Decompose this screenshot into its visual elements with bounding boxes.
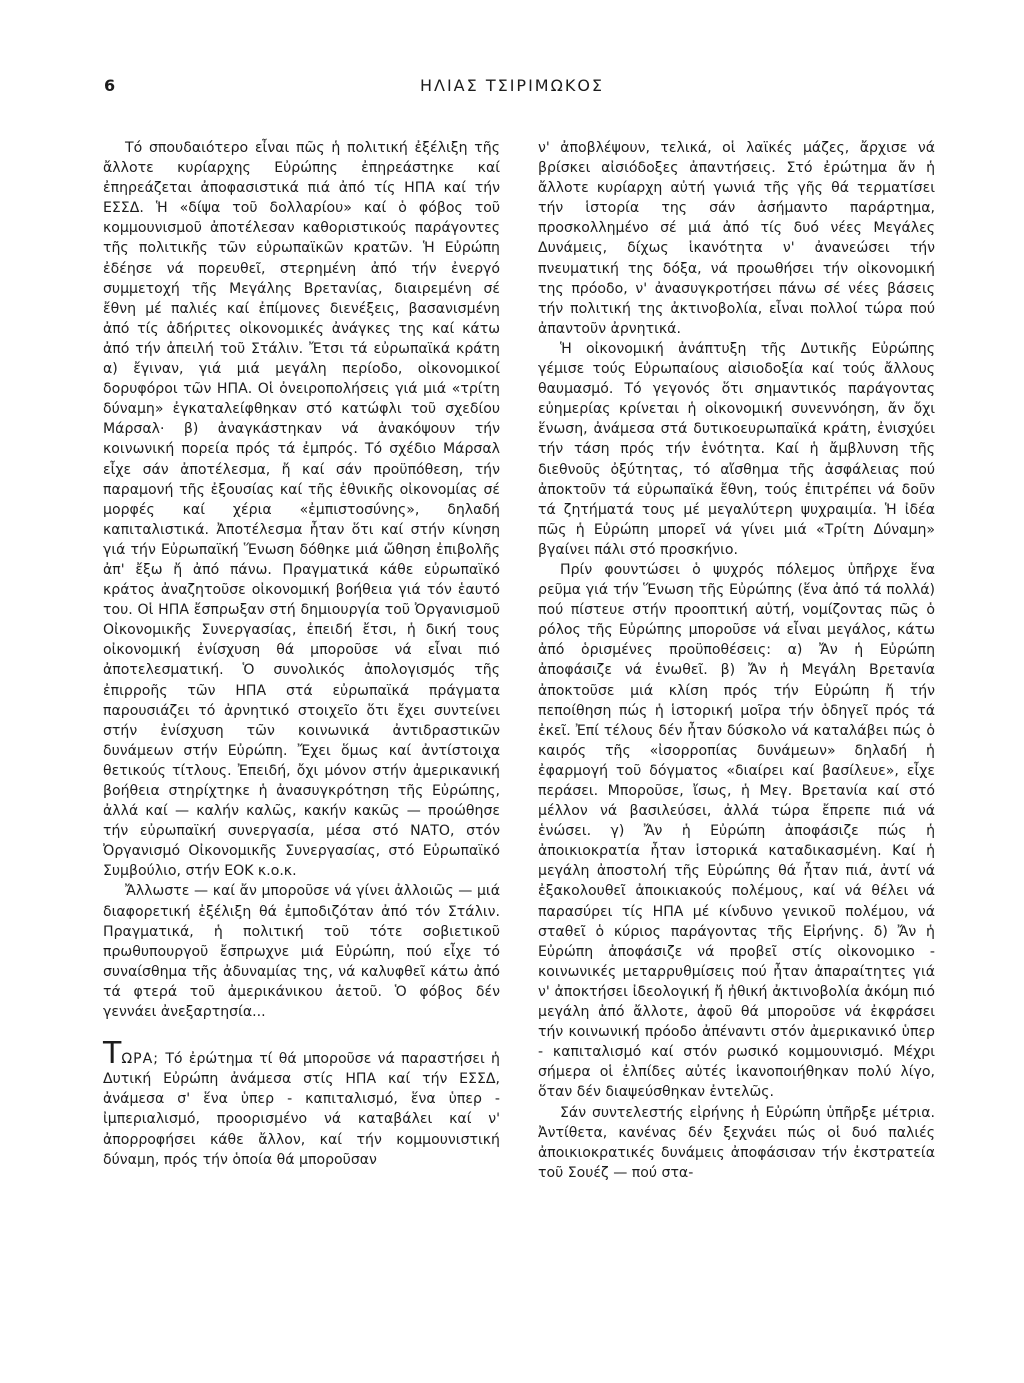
left-column bbox=[103, 138, 500, 1170]
right-column bbox=[538, 138, 935, 1183]
paragraph: ν' ἀποβλέψουν, τελικά, οἱ λαϊκές μάζες, ἄρχισε νά βρίσκει αἰσιόδοξες ἀπαντήσεις. Στό ἐρώτημα ἄν ἡ ἄλλοτε κυρίαρχη αὐτή γωνιά τῆς γῆς θά τερματίσει τήν ἱστορία της σάν ἀσήμαντο παράρτημα, προσκολλημένο σέ μιά ἀπό τίς δυό νέες Μεγάλες Δυνάμεις, δίχως ἱκανότητα ν' ἀνανεώσει τήν πνευματική της δόξα, νά προωθήσει τήν οἰκονομική της πρόοδο, ν' ἀνασυγκροτήσει πάνω σέ νέες βάσεις τήν πολιτική της ἀκτινοβολία, εἶναι πολλοί τώρα πού ἀπαντοῦν ἀρνητικά. bbox=[538, 140, 935, 337]
page-number: 6 bbox=[104, 76, 116, 95]
paragraph: Σάν συντελεστής εἰρήνης ἡ Εὐρώπη ὑπῆρξε μέτρια. Ἀντίθετα, κανένας δέν ξεχνάει πώς οἱ δυό παλιές ἀποικιοκρατικές δυνάμεις ἀποφάσισαν τήν ἐκστρατεία τοῦ Σουέζ — πού στα- bbox=[538, 1104, 935, 1181]
running-title: ΗΛΙΑΣ ΤΣΙΡΙΜΩΚΟΣ bbox=[419, 76, 605, 95]
paragraph: Ἄλλωστε — καί ἄν μποροῦσε νά γίνει ἀλλοιῶς — μιά διαφορετική ἐξέλιξη θά ἐμποδιζόταν ἀπό τόν Στάλιν. Πραγματικά, ἡ πολιτική τοῦ τότε σοβιετικοῦ πρωθυπουργοῦ ἔσπρωχνε μιά Εὐρώπη, πού εἶχε τό συναίσθημα τῆς ἀδυναμίας της, νά καλυφθεῖ κάτω ἀπό τά φτερά τοῦ ἀμερικάνικου ἀετοῦ. Ὁ φόβος δέν γεννάει ἀνεξαρτησία... bbox=[103, 883, 500, 1021]
paragraph-text: Τό ἐρώτημα τί θά μποροῦσε νά παραστήσει ἡ Δυτική Εὐρώπη ἀνάμεσα στίς ΗΠΑ καί τήν ΕΣΣΔ, ἀνάμεσα σ' ἕνα ὑπερ - καπιταλισμό, ἕνα ὑπερ - ἰμπεριαλισμό, προορισμένο νά καταβάλει καί ν' ἀπορροφήσει κάθε ἄλλον, καί τήν κομμουνιστική δύναμη, πρός τήν ὁποία θά μποροῦσαν bbox=[103, 1051, 500, 1168]
paragraph: Ἡ οἰκονομική ἀνάπτυξη τῆς Δυτικῆς Εὐρώπης γέμισε τούς Εὐρωπαίους αἰσιοδοξία καί τούς ἄλλους θαυμασμό. Τό γεγονός ὅτι σημαντικός παράγοντας εὐημερίας κρίνεται ἡ οἰκονομική συνεννόηση, ἄν ὄχι ἕνωση, ἀνάμεσα στά δυτικοευρωπαϊκά κράτη, ἐνισχύει τήν τάση πρός τήν ἑνότητα. Καί ἡ ἄμβλυνση τῆς διεθνοῦς ὀξύτητας, τό αἴσθημα τῆς ἀσφάλειας πού ἀποκτοῦν τά εὐρωπαϊκά ἔθνη, τούς ἐπιτρέπει νά δοῦν τά ζητήματά τους μέ μεγαλύτερη ψυχραιμία. Ἡ ἰδέα πῶς ἡ Εὐρώπη μπορεῖ νά γίνει μιά «Τρίτη Δύναμη» βγαίνει πάλι στό προσκήνιο. bbox=[538, 340, 935, 558]
section-paragraph bbox=[103, 1036, 500, 1170]
lead-word: ΩΡΑ; bbox=[121, 1051, 159, 1068]
paragraph: Τό σπουδαιότερο εἶναι πῶς ἡ πολιτική ἐξέλιξη τῆς ἄλλοτε κυρίαρχης Εὐρώπης ἐπηρεάστηκε καί ἐπηρεάζεται ἀποφασιστικά πιά ἀπό τίς ΗΠΑ καί τήν ΕΣΣΔ. Ἡ «δίψα τοῦ δολλαρίου» καί ὁ φόβος τοῦ κομμουνισμοῦ ἀποτέλεσαν καθοριστικούς παράγοντες τῆς πολιτικῆς τῶν εὐρωπαϊκῶν κρατῶν. Ἡ Εὐρώπη ἐδέησε νά πορευθεῖ, στερημένη ἀπό τήν ἐνεργό συμμετοχή τῆς Μεγάλης Βρετανίας, διαιρεμένη σέ ἔθνη μέ παλιές καί ἐπίμονες διενέξεις, βασανισμένη ἀπό τίς ἀδήριτες οἰκονομικές ἀνάγκες της καί κάτω ἀπό τήν ἀπειλή τοῦ Στάλιν. Ἔτσι τά εὐρωπαϊκά κράτη α) ἔγιναν, γιά μιά μεγάλη περίοδο, οἰκονομικοί δορυφόροι τῶν ΗΠΑ. Οἱ ὀνειροπολήσεις γιά μιά «τρίτη δύναμη» ἐγκαταλείφθηκαν στό κατώφλι τοῦ σχεδίου Μάρσαλ· β) ἀναγκάστηκαν νά ἀνακόψουν τήν κοινωνική πορεία πρός τά ἐμπρός. Τό σχέδιο Μάρσαλ εἶχε σάν ἀποτέλεσμα, ἤ καί σάν προϋπόθεση, τήν παραμονή τῆς ἐξουσίας καί τῆς ἐθνικῆς οἰκονομίας σέ μορφές καί χέρια «ἐμπιστοσύνης», δηλαδή καπιταλιστικά. Ἀποτέλεσμα ἦταν ὅτι καί στήν κίνηση γιά τήν Εὐρωπαϊκή Ἕνωση δόθηκε μιά ὤθηση ἐπιβολῆς ἀπ' ἔξω ἤ ἀπό πάνω. Πραγματικά κάθε εὐρωπαϊκό κράτος ἀναζητοῦσε οἰκονομική βοήθεια γιά τόν ἑαυτό του. Οἱ ΗΠΑ ἔσπρωξαν στή δημιουργία τοῦ Ὀργανισμοῦ Οἰκονομικῆς Συνεργασίας, ἐπειδή ἔτσι, ἡ δική τους οἰκονομική ἐνίσχυση θά μποροῦσε νά εἶναι πιό ἀποτελεσματική. Ὁ συνολικός ἀπολογισμός τῆς ἐπιρροῆς τῶν ΗΠΑ στά εὐρωπαϊκά πράγματα παρουσιάζει τό ἀρνητικό στοιχεῖο ὅτι ἔχει συντείνει στήν ἐνίσχυση τῶν κοινωνικά ἀντιδραστικῶν δυνάμεων στήν Εὐρώπη. Ἔχει ὅμως καί ἀντίστοιχα θετικούς τίτλους. Ἐπειδή, ὄχι μόνον στήν ἀμερικανική βοήθεια στηρίχτηκε ἡ ἀνασυγκρότηση τῆς Εὐρώπης, ἀλλά καί — καλήν καλῶς, κακήν κακῶς — προώθησε τήν εὐρωπαϊκή συνεργασία, μέσα στό ΝΑΤΟ, στόν Ὀργανισμό Οἰκονομικῆς Συνεργασίας, στό Εὐρωπαϊκό Συμβούλιο, στήν ΕΟΚ κ.ο.κ. bbox=[103, 140, 500, 880]
paragraph: Πρίν φουντώσει ὁ ψυχρός πόλεμος ὑπῆρχε ἕνα ρεῦμα γιά τήν Ἕνωση τῆς Εὐρώπης (ἕνα ἀπό τά πολλά) πού πίστευε στήν προοπτική αὐτή, νομίζοντας πῶς ὁ ρόλος τῆς Εὐρώπης μποροῦσε νά εἶναι μεγάλος, κάτω ἀπό ὁρισμένες προϋποθέσεις: α) Ἄν ἡ Εὐρώπη ἀποφάσιζε νά ἑνωθεῖ. β) Ἄν ἡ Μεγάλη Βρετανία ἀποκτοῦσε μιά κλίση πρός τήν Εὐρώπη ἤ τήν πεποίθηση πώς ἡ ἱστορική μοῖρα τήν ὁδηγεῖ πρός τά ἐκεῖ. Ἐπί τέλους δέν ἦταν δύσκολο νά καταλάβει πώς ὁ καιρός τῆς «ἰσορροπίας δυνάμεων» δηλαδή ἡ ἐφαρμογή τοῦ δόγματος «διαίρει καί βασίλευε», εἶχε περάσει. Μποροῦσε, ἴσως, ἡ Μεγ. Βρετανία καί στό μέλλον νά βασιλεύσει, ἀλλά τώρα ἔπρεπε πιά νά ἑνώσει. γ) Ἄν ἡ Εὐρώπη ἀποφάσιζε πώς ἡ ἀποικιοκρατία ἦταν ἱστορικά καταδικασμένη. Καί ἡ μεγάλη ἀποστολή τῆς Εὐρώπης θά ἦταν πιά, ἀντί νά ἐξακολουθεῖ ἀποικιακούς πολέμους, καί νά θέλει νά παρασύρει τίς ΗΠΑ μέ κίνδυνο γενικοῦ πολέμου, νά σταθεῖ ὁ κύριος παράγοντας τῆς Εἰρήνης. δ) Ἄν ἡ Εὐρώπη ἀποφάσιζε νά προβεῖ στίς οἰκονομικο - κοινωνικές μεταρρυθμίσεις πού ἦταν ἀπαραίτητες γιά ν' ἀποκτήσει ἰδεολογική ἤ ἠθική ἀκτινοβολία ἀκόμη πιό μεγάλη ἀπό ἄλλοτε, ἀφοῦ θά μποροῦσε νά ἐκφράσει τήν κοινωνική πρόοδο ἀπέναντι στόν ἀμερικανικό ὑπερ - καπιταλισμό καί στόν ρωσικό κομμουνισμό. Μέχρι σήμερα οἱ ἐλπίδες αὐτές ἱκανοποιήθηκαν πολύ λίγο, ὅταν δέν διαψεύσθηκαν ἐντελῶς. bbox=[538, 561, 935, 1101]
drop-cap: Τ bbox=[103, 1036, 122, 1072]
